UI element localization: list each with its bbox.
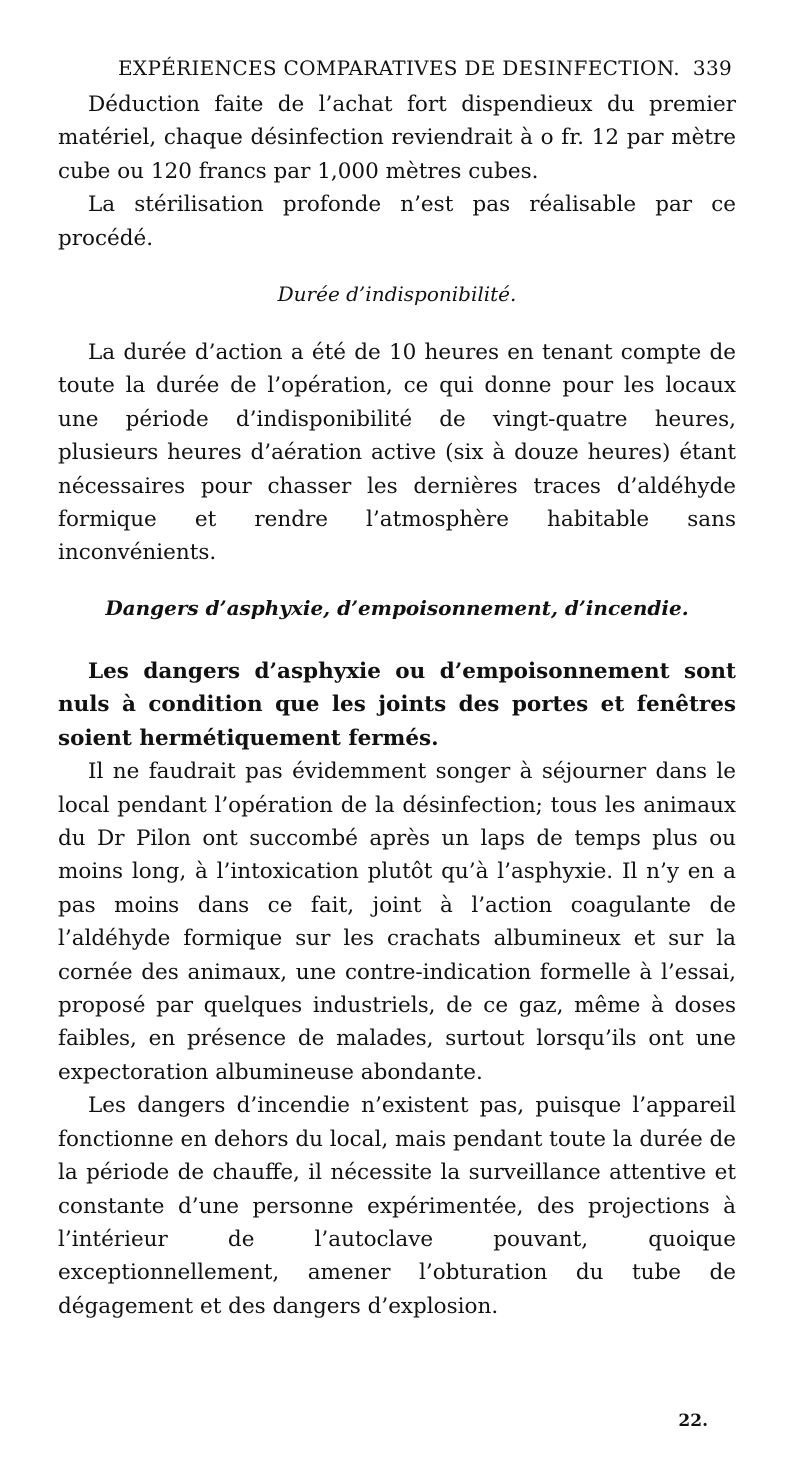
section-unavailability [58,336,736,570]
signature-mark: 22. [678,1411,708,1431]
section-heading: Dangers d’asphyxie, d’empoisonnement, d’incendie. [105,596,689,620]
paragraph: Les dangers d’asphyxie ou d’empoisonnement sont nuls à condition que les joints des portes et fenêtres soient hermétiquement fermés. [58,659,736,751]
paragraph: Les dangers d’incendie n’existent pas, puisque l’appareil fonctionne en dehors du local, mais pendant toute la durée de la période de chauffe, il nécessite la surveillance attentive et constante d’une personne expérimentée, des projections à l’intérieur de l’autoclave pouvant, quoique exceptionnellement, amener l’obturation du tube de dégagement et des dangers d’explosion. [58,1093,736,1319]
running-head-title: EXPÉRIENCES COMPARATIVES DE DESINFECTION. [118,56,680,80]
paragraph: La durée d’action a été de 10 heures en tenant compte de toute la durée de l’opération, ce qui donne pour les locaux une période d’indisponibilité de vingt-quatre heures, plusieurs heures d’aération active (six à douze heures) étant nécessaires pour chasser les dernières traces d’aldéhyde formique et rendre l’atmosphère habitable sans inconvénients. [58,340,736,566]
paragraph: Il ne faudrait pas évidemment songer à séjourner dans le local pendant l’opération de la désinfection; tous les animaux du Dr Pilon ont succombé après un laps de temps plus ou moins long, à l’intoxication plutôt qu’à l’asphyxie. Il n’y en a pas moins dans ce fait, joint à l’action coagulante de l’aldéhyde formique sur les crachats albumineux et sur la cornée des animaux, une contre-indication formelle à l’essai, proposé par quelques industriels, de ce gaz, même à doses faibles, en présence de malades, surtout lorsqu’ils ont une expectoration albumineuse abondante. [58,759,736,1085]
running-head [118,56,732,88]
section-dangers [58,655,736,1323]
paragraph: Déduction faite de l’achat fort dispendieux du premier matériel, chaque désinfection reviendrait à o fr. 12 par mètre cube ou 120 francs par 1,000 mètres cubes. [58,92,736,184]
section-cost [58,88,736,255]
section-heading: Durée d’indisponibilité. [277,282,517,306]
paragraph: La stérilisation profonde n’est pas réalisable par ce procédé. [58,192,736,251]
page-number: 339 [692,56,732,80]
